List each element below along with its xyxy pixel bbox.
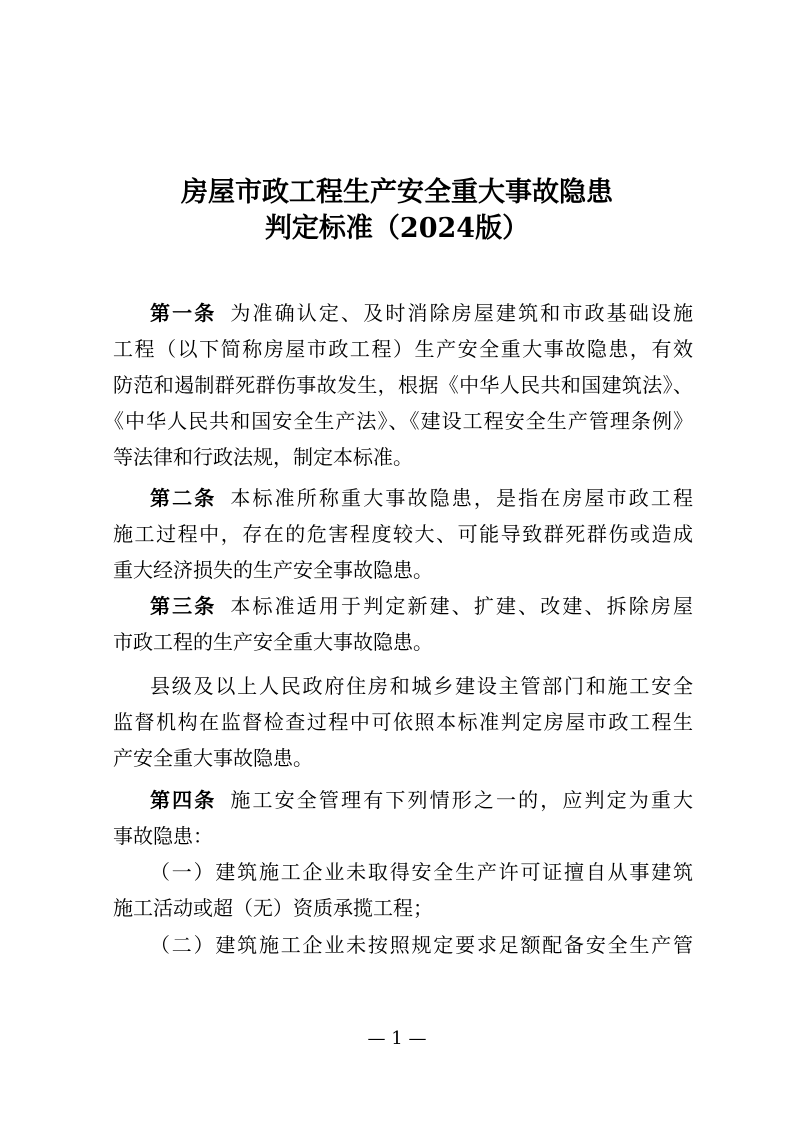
text-line: 事故隐患：: [113, 824, 213, 848]
text: 本标准所称重大事故隐患，是指在房屋市政工程: [230, 486, 694, 510]
text-line: 重大经济损失的生产安全事故隐患。: [113, 558, 433, 582]
text-line: 施工过程中，存在的危害程度较大、可能导致群死群伤或造成: [113, 522, 693, 546]
text-line: 等法律和行政法规，制定本标准。: [113, 445, 413, 469]
text: 本标准适用于判定新建、扩建、改建、拆除房屋: [230, 594, 694, 618]
article-heading: 第一条: [150, 301, 217, 325]
text-line: 工程（以下简称房屋市政工程）生产安全重大事故隐患，有效: [113, 337, 693, 361]
text-line: 防范和遏制群死群伤事故发生，根据《中华人民共和国建筑法》、: [113, 373, 693, 397]
article-heading: 第四条: [150, 788, 217, 812]
text-line: （一）建筑施工企业未取得安全生产许可证擅自从事建筑: [150, 860, 693, 884]
text: 为准确认定、及时消除房屋建筑和市政基础设施: [230, 301, 694, 325]
text-line: （二）建筑施工企业未按照规定要求足额配备安全生产管: [150, 933, 693, 957]
article-1-line: [150, 300, 693, 326]
text: 施工安全管理有下列情形之一的，应判定为重大: [230, 788, 694, 812]
article-heading: 第二条: [150, 486, 217, 510]
article-3-line: [150, 593, 693, 619]
text-line: 施工活动或超（无）资质承揽工程；: [113, 896, 433, 920]
document-subtitle: 判定标准（2024版）: [264, 213, 530, 244]
page-number: — 1 —: [367, 1028, 427, 1049]
text-line: 监督机构在监督检查过程中可依照本标准判定房屋市政工程生: [113, 710, 693, 734]
article-4-line: [150, 787, 693, 813]
article-2-line: [150, 485, 693, 511]
text-line: 市政工程的生产安全重大事故隐患。: [113, 630, 433, 654]
text-line: 《中华人民共和国安全生产法》、《建设工程安全生产管理条例》: [104, 409, 693, 433]
article-heading: 第三条: [150, 594, 217, 618]
text-line: 产安全重大事故隐患。: [113, 746, 313, 770]
document-title: 房屋市政工程生产安全重大事故隐患: [181, 177, 613, 208]
text-line: 县级及以上人民政府住房和城乡建设主管部门和施工安全: [150, 674, 693, 698]
